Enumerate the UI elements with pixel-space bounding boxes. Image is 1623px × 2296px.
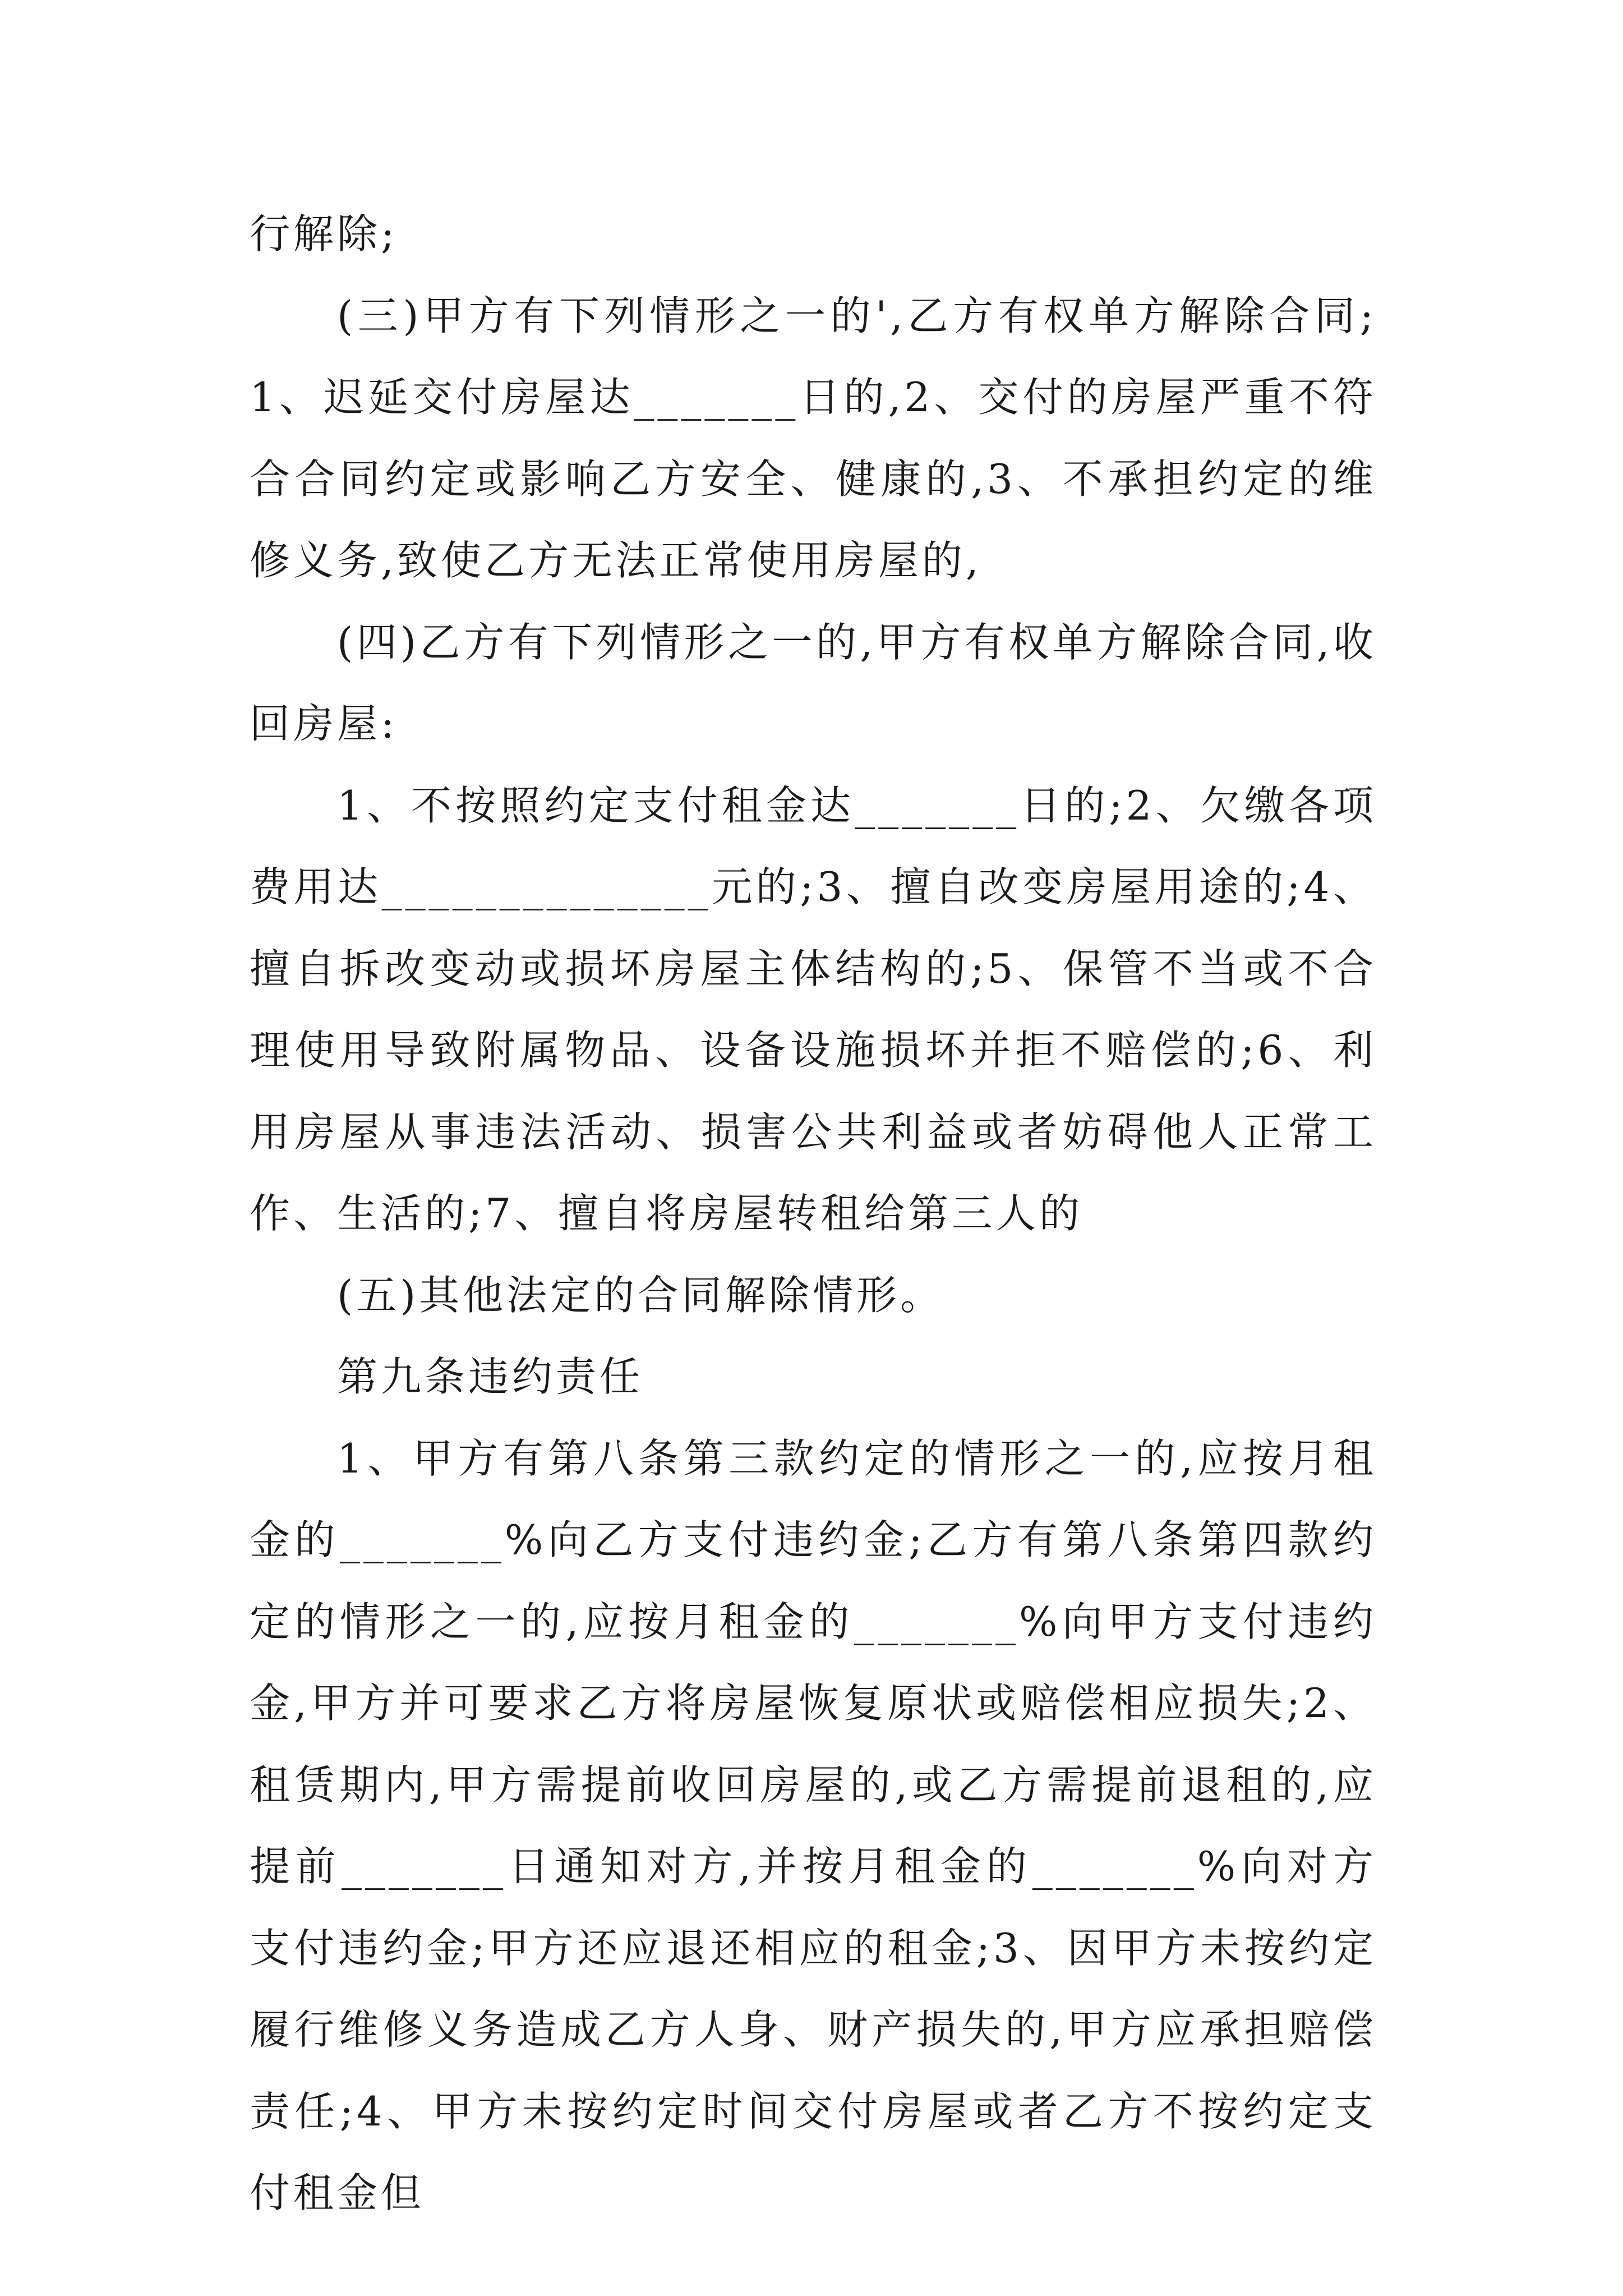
paragraph-clause-three: (三)甲方有下列情形之一的',乙方有权单方解除合同;1、迟延交付房屋达_______日的,2、交付的房屋严重不符合合同约定或影响乙方安全、健康的,3、不承担约定的维修义务,致使乙方无法正常使用房屋的, xyxy=(250,292,1377,584)
paragraph-clause-four: (四)乙方有下列情形之一的,甲方有权单方解除合同,收回房屋: xyxy=(250,618,1377,747)
paragraph-liability: 1、甲方有第八条第三款约定的情形之一的,应按月租金的_______%向乙方支付违约金;乙方有第八条第四款约定的情形之一的,应按月租金的_______%向甲方支付违约金,甲方并可要求乙方将房屋恢复原状或赔偿相应损失;2、租赁期内,甲方需提前收回房屋的,或乙方需提前退租的,应提前_______日通知对方,并按月租金的_______%向对方支付违约金;甲方还应退还相应的租金;3、因甲方未按约定履行维修义务造成乙方人身、财产损失的,甲方应承担赔偿责任;4、甲方未按约定时间交付房屋或者乙方不按约定支付租金但 xyxy=(250,1434,1377,2216)
paragraph-termination-end: 行解除; xyxy=(250,210,398,257)
contract-body xyxy=(250,194,1377,2234)
paragraph-clause-four-items: 1、不按照约定支付租金达_______日的;2、欠缴各项费用达______________元的;3、擅自改变房屋用途的;4、擅自拆改变动或损坏房屋主体结构的;5、保管不当或不合理使用导致附属物品、设备设施损坏并拒不赔偿的;6、利用房屋从事违法活动、损害公共利益或者妨碍他人正常工作、生活的;7、擅自将房屋转租给第三人的 xyxy=(250,781,1377,1237)
article-nine-heading: 第九条违约责任 xyxy=(337,1353,644,1400)
paragraph-clause-five: (五)其他法定的合同解除情形。 xyxy=(337,1271,944,1319)
